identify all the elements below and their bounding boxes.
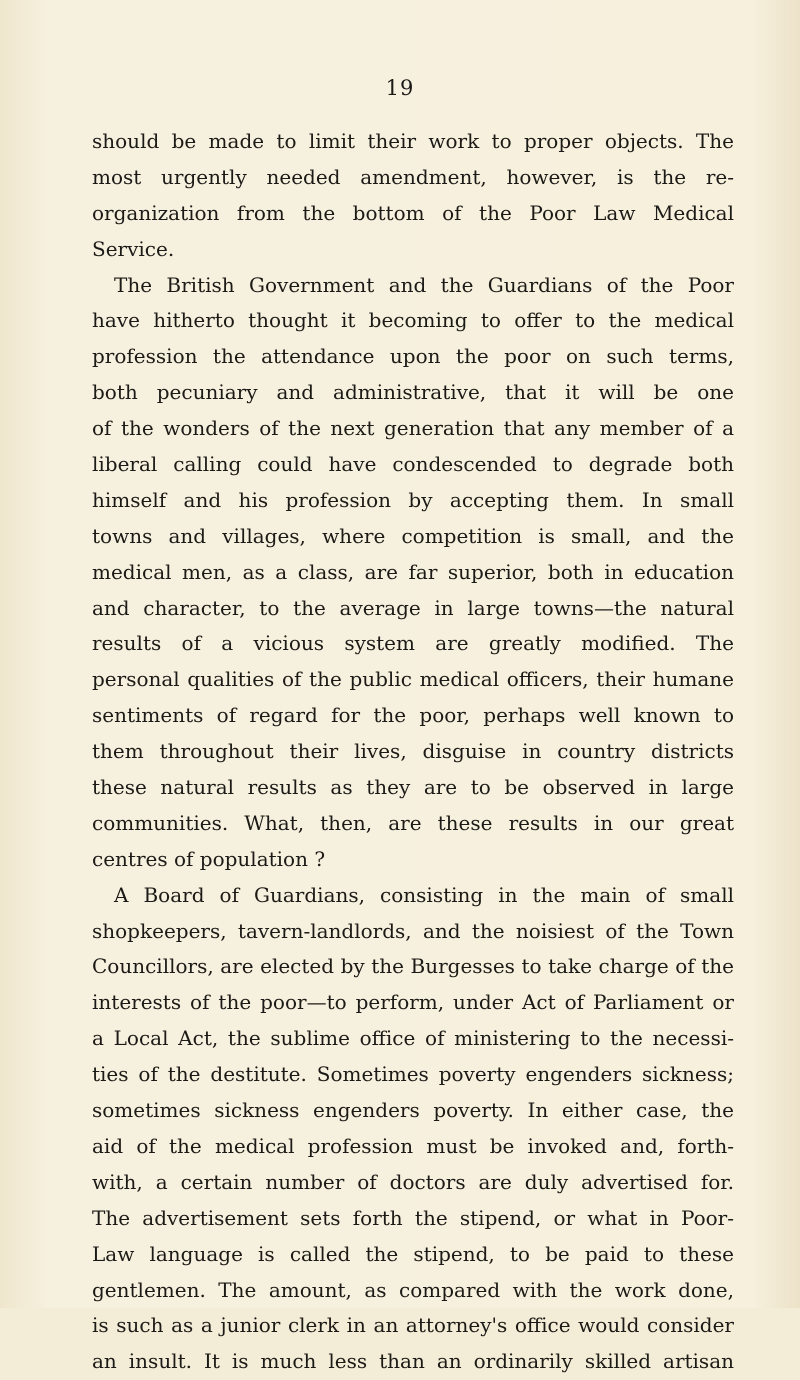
text-line: organization from the bottom of the Poor Law Medical bbox=[92, 200, 734, 225]
text-line: Law language is called the stipend, to be paid to these bbox=[92, 1241, 734, 1266]
text-line: Service. bbox=[92, 236, 175, 261]
text-line: A Board of Guardians, consisting in the main of small bbox=[114, 882, 734, 907]
text-line: aid of the medical profession must be invoked and, forth- bbox=[92, 1133, 734, 1158]
text-line: a Local Act, the sublime office of ministering to the necessi- bbox=[92, 1026, 734, 1051]
text-line: sometimes sickness engenders poverty. In either case, the bbox=[92, 1098, 734, 1123]
text-line: communities. What, then, are these results in our great bbox=[92, 810, 734, 835]
text-line: these natural results as they are to be observed in large bbox=[92, 775, 734, 800]
text-line: Councillors, are elected by the Burgesses to take charge of the bbox=[92, 954, 734, 979]
text-line: liberal calling could have condescended to degrade both bbox=[92, 452, 734, 477]
text-line: The British Government and the Guardians of the Poor bbox=[114, 272, 734, 297]
text-line: both pecuniary and administrative, that it will be one bbox=[92, 380, 734, 405]
text-line: gentlemen. The amount, as compared with the work done, bbox=[92, 1277, 734, 1302]
text-line: with, a certain number of doctors are duly advertised for. bbox=[92, 1169, 734, 1194]
text-line: ties of the destitute. Sometimes poverty engenders sickness; bbox=[92, 1062, 734, 1087]
body-text bbox=[92, 124, 734, 1380]
text-line: himself and his profession by accepting them. In small bbox=[92, 487, 734, 512]
text-line: interests of the poor—to perform, under Act of Parliament or bbox=[92, 990, 734, 1015]
text-line: shopkeepers, tavern-landlords, and the noisiest of the Town bbox=[92, 918, 734, 943]
text-line: personal qualities of the public medical officers, their humane bbox=[92, 667, 734, 692]
text-line: results of a vicious system are greatly modified. The bbox=[92, 631, 734, 656]
text-line: towns and villages, where competition is small, and the bbox=[92, 523, 734, 548]
text-line: profession the attendance upon the poor on such terms, bbox=[92, 344, 734, 369]
text-line: The advertisement sets forth the stipend, or what in Poor- bbox=[92, 1205, 734, 1230]
text-line: them throughout their lives, disguise in country districts bbox=[92, 739, 734, 764]
text-line: is such as a junior clerk in an attorney's office would consider bbox=[92, 1313, 734, 1338]
text-line: and character, to the average in large towns—the natural bbox=[92, 595, 734, 620]
text-line: most urgently needed amendment, however, is the re- bbox=[92, 164, 734, 189]
text-line: an insult. It is much less than an ordinarily skilled artisan bbox=[92, 1349, 734, 1374]
text-line: medical men, as a class, are far superior, both in education bbox=[92, 559, 734, 584]
page-number: 19 bbox=[385, 76, 415, 100]
text-line: should be made to limit their work to proper objects. The bbox=[92, 129, 734, 153]
text-line: centres of population ? bbox=[92, 846, 326, 871]
text-line: sentiments of regard for the poor, perhaps well known to bbox=[92, 703, 734, 728]
text-line: have hitherto thought it becoming to offer to the medical bbox=[92, 308, 734, 333]
text-line: of the wonders of the next generation that any member of a bbox=[92, 416, 734, 441]
